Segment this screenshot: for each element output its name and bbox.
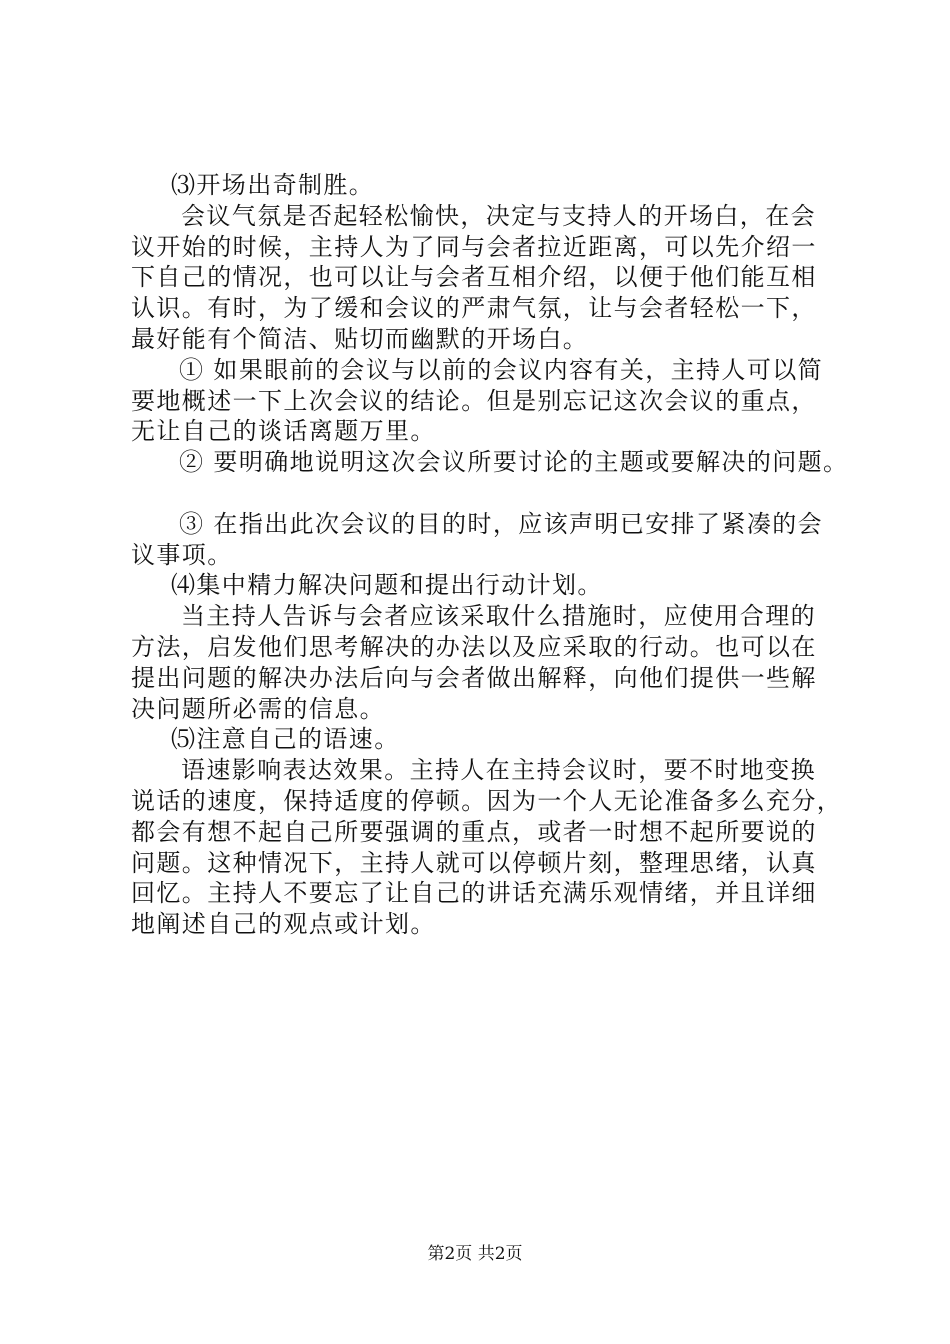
paragraph-line: 无让自己的谈话离题万里。 bbox=[131, 417, 436, 446]
paragraph-line: 会议气氛是否起轻松愉快，决定与支持人的开场白，在会 bbox=[181, 201, 816, 230]
paragraph-line: 回忆。主持人不要忘了让自己的讲话充满乐观情绪，并且详细 bbox=[131, 879, 817, 908]
list-item-3: ③ 在指出此次会议的目的时，应该声明已安排了紧凑的会 bbox=[179, 509, 824, 538]
paragraph-line: 决问题所必需的信息。 bbox=[131, 694, 385, 723]
section-heading-4: ⑷集中精力解决问题和提出行动计划。 bbox=[171, 571, 603, 600]
paragraph-line: 当主持人告诉与会者应该采取什么措施时，应使用合理的 bbox=[181, 602, 816, 631]
paragraph-line: 要地概述一下上次会议的结论。但是别忘记这次会议的重点， bbox=[131, 386, 817, 415]
paragraph-line: 地阐述自己的观点或计划。 bbox=[131, 910, 436, 939]
document-body bbox=[131, 170, 849, 940]
blank-line bbox=[131, 478, 843, 509]
paragraph-line: 方法，启发他们思考解决的办法以及应采取的行动。也可以在 bbox=[131, 632, 817, 661]
paragraph-line: 下自己的情况，也可以让与会者互相介绍，以便于他们能互相 bbox=[131, 263, 817, 292]
paragraph-line: 议事项。 bbox=[131, 540, 233, 569]
paragraph-line: 都会有想不起自己所要强调的重点，或者一时想不起所要说的 bbox=[131, 817, 817, 846]
paragraph-line: 说话的速度，保持适度的停顿。因为一个人无论准备多么充分， bbox=[131, 786, 843, 815]
paragraph-line: 提出问题的解决办法后向与会者做出解释，向他们提供一些解 bbox=[131, 663, 817, 692]
list-item-1: ① 如果眼前的会议与以前的会议内容有关，主持人可以简 bbox=[179, 355, 824, 384]
paragraph-line: 语速影响表达效果。主持人在主持会议时，要不时地变换 bbox=[181, 756, 816, 785]
page-footer: 第2页 共2页 bbox=[427, 1244, 523, 1264]
list-item-2: ② 要明确地说明这次会议所要讨论的主题或要解决的问题。 bbox=[179, 448, 849, 477]
paragraph-line: 认识。有时，为了缓和会议的严肃气氛，让与会者轻松一下， bbox=[131, 294, 817, 323]
paragraph-line: 最好能有个简洁、贴切而幽默的开场白。 bbox=[131, 324, 589, 353]
paragraph-line: 议开始的时候，主持人为了同与会者拉近距离，可以先介绍一 bbox=[131, 232, 817, 261]
paragraph-line: 问题。这种情况下，主持人就可以停顿片刻，整理思绪，认真 bbox=[131, 848, 817, 877]
section-heading-3: ⑶开场出奇制胜。 bbox=[171, 171, 375, 199]
section-heading-5: ⑸注意自己的语速。 bbox=[171, 725, 400, 754]
